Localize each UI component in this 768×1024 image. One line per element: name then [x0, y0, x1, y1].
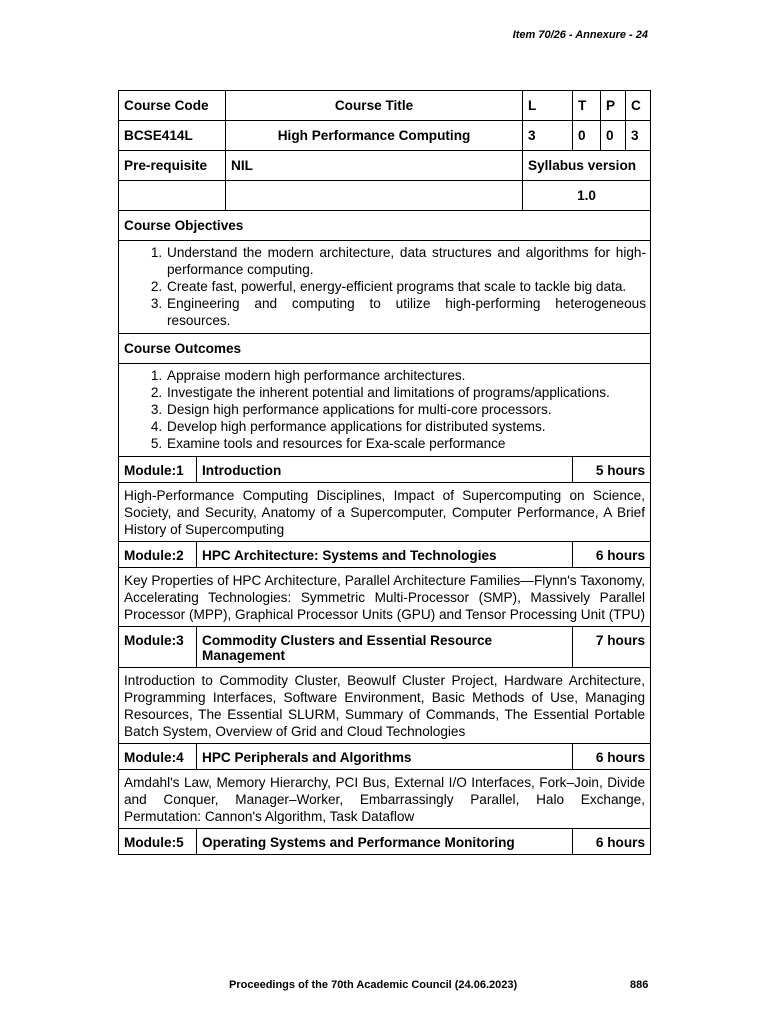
module-title: Introduction [197, 457, 573, 483]
module-1-header-row [119, 457, 651, 483]
objectives-heading-row [119, 211, 651, 241]
module-hours: 6 hours [573, 542, 651, 568]
prerequisite-row [119, 151, 651, 181]
module-hours: 5 hours [573, 457, 651, 483]
annexure-reference: Item 70/26 - Annexure - 24 [512, 29, 648, 41]
l-value: 3 [523, 121, 573, 151]
module-2-header-row [119, 542, 651, 568]
module-hours: 7 hours [573, 627, 651, 668]
objective-item: 1. Understand the modern architecture, data structures and algorithms for high-performance computing. [166, 244, 646, 278]
outcomes-heading-row [119, 334, 651, 364]
t-value: 0 [573, 121, 601, 151]
syllabus-version-label: Syllabus version [523, 151, 651, 181]
module-title: Commodity Clusters and Essential Resource Management [197, 627, 573, 668]
module-label: Module:5 [119, 829, 197, 855]
l-header: L [523, 91, 573, 121]
prerequisite-value: NIL [226, 151, 523, 181]
module-content: High-Performance Computing Disciplines, Impact of Supercomputing on Science, Society, and Security, Anatomy of a Supercomputer, Computer Performance, A Brief History of Supercomputing [119, 483, 651, 542]
prerequisite-label: Pre-requisite [119, 151, 226, 181]
objectives-heading: Course Objectives [119, 211, 651, 241]
course-values-row [119, 121, 651, 151]
module-hours: 6 hours [573, 744, 651, 770]
outcome-item: 5. Examine tools and resources for Exa-scale performance [166, 435, 646, 452]
module-title: Operating Systems and Performance Monitoring [197, 829, 573, 855]
module-content: Key Properties of HPC Architecture, Parallel Architecture Families—Flynn's Taxonomy, Accelerating Technologies: Symmetric Multi-Processor (SMP), Massively Parallel Processor (MPP), Graphical Processor Units (GPU) and Tensor Processing Unit (TPU) [119, 568, 651, 627]
module-1-content-row [119, 483, 651, 542]
course-code-header: Course Code [119, 91, 226, 121]
course-title-header: Course Title [226, 91, 523, 121]
outcome-item: 3. Design high performance applications for multi-core processors. [166, 401, 646, 418]
syllabus-table [118, 90, 651, 855]
module-label: Module:4 [119, 744, 197, 770]
proceedings-footer: Proceedings of the 70th Academic Council (24.06.2023) [229, 979, 518, 991]
module-label: Module:2 [119, 542, 197, 568]
outcomes-list [119, 364, 650, 456]
page-number: 886 [630, 979, 649, 991]
module-5-header-row [119, 829, 651, 855]
outcomes-heading: Course Outcomes [119, 334, 651, 364]
outcome-item: 2. Investigate the inherent potential and limitations of programs/applications. [166, 384, 646, 401]
p-header: P [601, 91, 626, 121]
c-value: 3 [626, 121, 651, 151]
module-label: Module:1 [119, 457, 197, 483]
module-content: Amdahl's Law, Memory Hierarchy, PCI Bus, External I/O Interfaces, Fork–Join, Divide and Conquer, Manager–Worker, Embarrassingly Parallel, Halo Exchange, Permutation: Cannon's Algorithm, Task Dataflow [119, 770, 651, 829]
module-title: HPC Architecture: Systems and Technologies [197, 542, 573, 568]
module-content: Introduction to Commodity Cluster, Beowulf Cluster Project, Hardware Architecture, Programming Interfaces, Software Environment, Basic Methods of Use, Managing Resources, The Essential SLURM, Summary of Commands, The Essential Portable Batch System, Overview of Grid and Cloud Technologies [119, 668, 651, 744]
outcome-item: 4. Develop high performance applications for distributed systems. [166, 418, 646, 435]
objective-item: 3. Engineering and computing to utilize high-performing heterogeneous resources. [166, 295, 646, 329]
module-title: HPC Peripherals and Algorithms [197, 744, 573, 770]
course-header-row [119, 91, 651, 121]
p-value: 0 [601, 121, 626, 151]
module-4-header-row [119, 744, 651, 770]
outcomes-list-row [119, 364, 651, 457]
module-label: Module:3 [119, 627, 197, 668]
course-title-value: High Performance Computing [226, 121, 523, 151]
course-code-value: BCSE414L [119, 121, 226, 151]
objectives-list-row [119, 241, 651, 334]
syllabus-version-value: 1.0 [523, 181, 651, 211]
module-3-header-row [119, 627, 651, 668]
module-2-content-row [119, 568, 651, 627]
module-3-content-row [119, 668, 651, 744]
objectives-list [119, 241, 650, 333]
outcome-item: 1. Appraise modern high performance architectures. [166, 367, 646, 384]
syllabus-version-row [119, 181, 651, 211]
c-header: C [626, 91, 651, 121]
objective-item: 2. Create fast, powerful, energy-efficient programs that scale to tackle big data. [166, 278, 646, 295]
module-hours: 6 hours [573, 829, 651, 855]
t-header: T [573, 91, 601, 121]
module-4-content-row [119, 770, 651, 829]
